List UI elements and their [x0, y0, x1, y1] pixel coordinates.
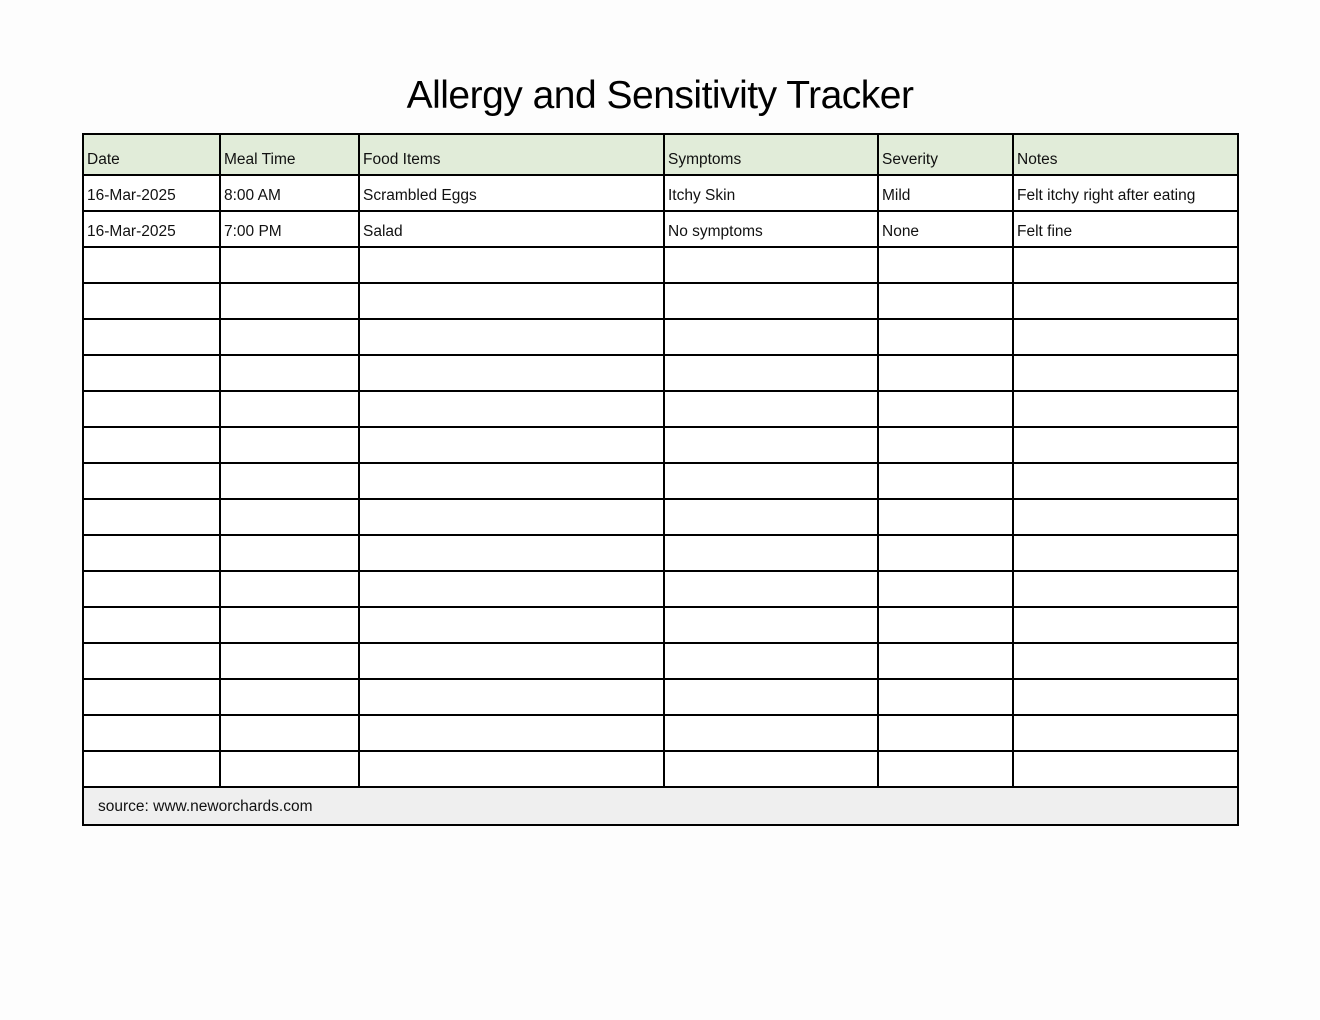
table-row: [83, 211, 1238, 247]
empty-cell: [1013, 643, 1238, 679]
cell-date: 16-Mar-2025: [83, 175, 220, 211]
empty-cell: [1013, 679, 1238, 715]
empty-cell: [83, 463, 220, 499]
empty-cell: [359, 355, 664, 391]
empty-cell: [83, 571, 220, 607]
empty-cell: [878, 463, 1013, 499]
empty-cell: [83, 643, 220, 679]
empty-cell: [1013, 247, 1238, 283]
empty-cell: [83, 607, 220, 643]
column-header-notes: Notes: [1013, 134, 1238, 175]
empty-table-row: [83, 427, 1238, 463]
empty-cell: [1013, 391, 1238, 427]
cell-symptoms: Itchy Skin: [664, 175, 878, 211]
empty-cell: [220, 607, 359, 643]
column-header-food-items: Food Items: [359, 134, 664, 175]
empty-cell: [220, 427, 359, 463]
empty-table-row: [83, 319, 1238, 355]
empty-cell: [220, 247, 359, 283]
empty-table-row: [83, 463, 1238, 499]
empty-cell: [359, 283, 664, 319]
allergy-tracker-table: [82, 133, 1239, 826]
empty-cell: [220, 643, 359, 679]
empty-cell: [83, 283, 220, 319]
empty-cell: [220, 679, 359, 715]
empty-cell: [220, 535, 359, 571]
cell-meal-time: 7:00 PM: [220, 211, 359, 247]
column-header-meal-time: Meal Time: [220, 134, 359, 175]
empty-cell: [359, 427, 664, 463]
empty-cell: [664, 535, 878, 571]
empty-cell: [359, 751, 664, 787]
empty-cell: [1013, 499, 1238, 535]
empty-cell: [878, 319, 1013, 355]
empty-cell: [1013, 751, 1238, 787]
column-header-severity: Severity: [878, 134, 1013, 175]
empty-cell: [359, 499, 664, 535]
empty-cell: [220, 391, 359, 427]
empty-cell: [359, 679, 664, 715]
empty-cell: [878, 355, 1013, 391]
empty-table-row: [83, 283, 1238, 319]
empty-cell: [1013, 319, 1238, 355]
empty-cell: [359, 463, 664, 499]
empty-cell: [664, 715, 878, 751]
empty-table-row: [83, 751, 1238, 787]
empty-cell: [83, 715, 220, 751]
empty-cell: [1013, 355, 1238, 391]
empty-cell: [1013, 607, 1238, 643]
empty-cell: [664, 355, 878, 391]
empty-cell: [878, 715, 1013, 751]
empty-cell: [359, 607, 664, 643]
empty-cell: [664, 319, 878, 355]
empty-cell: [220, 319, 359, 355]
empty-cell: [878, 499, 1013, 535]
empty-cell: [664, 679, 878, 715]
empty-cell: [878, 751, 1013, 787]
empty-cell: [220, 715, 359, 751]
empty-cell: [359, 391, 664, 427]
empty-cell: [220, 355, 359, 391]
cell-symptoms: No symptoms: [664, 211, 878, 247]
empty-cell: [664, 391, 878, 427]
empty-cell: [878, 571, 1013, 607]
cell-meal-time: 8:00 AM: [220, 175, 359, 211]
data-rows: [83, 175, 1238, 247]
empty-table-row: [83, 715, 1238, 751]
cell-notes: Felt itchy right after eating: [1013, 175, 1238, 211]
empty-cell: [220, 499, 359, 535]
empty-cell: [359, 535, 664, 571]
cell-food-items: Scrambled Eggs: [359, 175, 664, 211]
empty-cell: [220, 463, 359, 499]
empty-table-row: [83, 535, 1238, 571]
empty-cell: [220, 283, 359, 319]
column-header-symptoms: Symptoms: [664, 134, 878, 175]
page-title: Allergy and Sensitivity Tracker: [406, 74, 914, 117]
empty-cell: [664, 571, 878, 607]
empty-cell: [664, 643, 878, 679]
empty-table-row: [83, 391, 1238, 427]
empty-cell: [664, 247, 878, 283]
empty-cell: [359, 571, 664, 607]
empty-table-row: [83, 499, 1238, 535]
empty-table-row: [83, 355, 1238, 391]
empty-cell: [1013, 571, 1238, 607]
source-text: source: www.neworchards.com: [83, 787, 1238, 825]
empty-cell: [359, 247, 664, 283]
empty-cell: [83, 247, 220, 283]
empty-cell: [220, 751, 359, 787]
empty-table-row: [83, 247, 1238, 283]
empty-cell: [83, 319, 220, 355]
empty-cell: [664, 499, 878, 535]
empty-cell: [1013, 427, 1238, 463]
empty-cell: [359, 319, 664, 355]
empty-cell: [664, 463, 878, 499]
empty-cell: [878, 535, 1013, 571]
empty-table-row: [83, 643, 1238, 679]
empty-table-row: [83, 679, 1238, 715]
empty-cell: [878, 391, 1013, 427]
empty-cell: [1013, 535, 1238, 571]
cell-severity: Mild: [878, 175, 1013, 211]
empty-cell: [878, 679, 1013, 715]
empty-cell: [1013, 715, 1238, 751]
empty-cell: [359, 643, 664, 679]
empty-table-row: [83, 571, 1238, 607]
cell-notes: Felt fine: [1013, 211, 1238, 247]
empty-rows: [83, 247, 1238, 787]
empty-cell: [1013, 463, 1238, 499]
empty-cell: [220, 571, 359, 607]
empty-cell: [878, 427, 1013, 463]
empty-cell: [359, 715, 664, 751]
column-header-date: Date: [83, 134, 220, 175]
empty-cell: [83, 427, 220, 463]
cell-food-items: Salad: [359, 211, 664, 247]
empty-cell: [664, 283, 878, 319]
empty-cell: [83, 751, 220, 787]
empty-cell: [664, 751, 878, 787]
empty-cell: [664, 607, 878, 643]
empty-cell: [83, 499, 220, 535]
empty-cell: [1013, 283, 1238, 319]
cell-severity: None: [878, 211, 1013, 247]
empty-cell: [83, 535, 220, 571]
empty-cell: [664, 427, 878, 463]
header-row: [83, 134, 1238, 175]
source-row: [83, 787, 1238, 825]
table-row: [83, 175, 1238, 211]
cell-date: 16-Mar-2025: [83, 211, 220, 247]
empty-cell: [878, 643, 1013, 679]
empty-cell: [878, 247, 1013, 283]
empty-cell: [878, 607, 1013, 643]
empty-cell: [83, 391, 220, 427]
empty-cell: [83, 355, 220, 391]
empty-table-row: [83, 607, 1238, 643]
empty-cell: [878, 283, 1013, 319]
empty-cell: [83, 679, 220, 715]
